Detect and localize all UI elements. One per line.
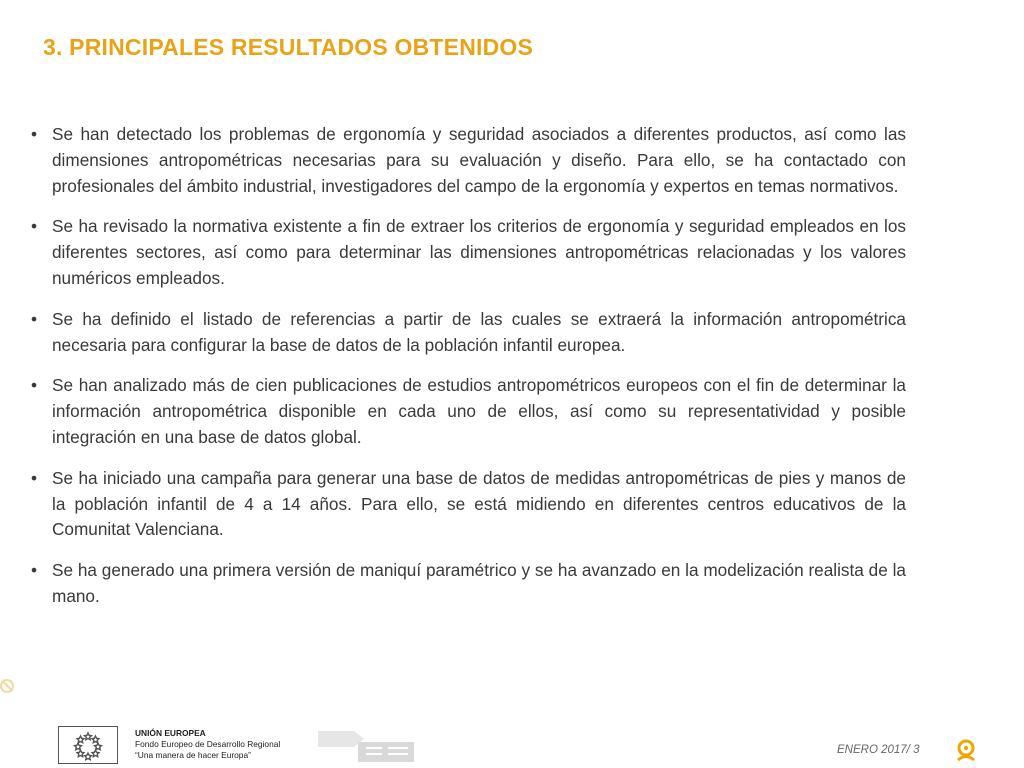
eu-funding-caption [135,728,280,761]
eu-name: UNIÓN EUROPEA [135,728,206,738]
list-item: • Se han detectado los problemas de ergonomía y seguridad asociados a diferentes productos, así como las dimensiones antropométricas necesarias para su evaluación y diseño. Para ello, se ha contactado con profesionales del ámbito industrial, investigadores del campo de la ergonomía y expertos en temas normativos. [30,122,906,199]
results-list [30,122,906,625]
list-item: • Se ha generado una primera versión de maniquí paramétrico y se ha avanzado en la modelización realista de la mano. [30,558,906,610]
list-item: • Se ha definido el listado de referencias a partir de las cuales se extraerá la información antropométrica necesaria para configurar la base de datos de la población infantil europea. [30,307,906,359]
list-item: • Se han analizado más de cien publicaciones de estudios antropométricos europeos con el fin de determinar la información antropométrica disponible en cada uno de ellos, así como su representatividad y posible integración en una base de datos global. [30,373,906,450]
feder-logo-icon [316,728,416,764]
eu-flag-icon [58,726,118,764]
footer-date-page: ENERO 2017/ 3 [837,744,920,756]
slide-title: 3. PRINCIPALES RESULTADOS OBTENIDOS [43,34,534,60]
ibv-logo-icon [954,738,978,762]
list-item: • Se ha revisado la normativa existente a fin de extraer los criterios de ergonomía y seguridad empleados en los diferentes sectores, así como para determinar las dimensiones antropométricas relacionadas y los valores numéricos empleados. [30,214,906,291]
eu-motto: “Una manera de hacer Europa” [135,750,251,760]
side-decoration-icon [0,679,14,693]
list-item: • Se ha iniciado una campaña para generar una base de datos de medidas antropométricas de pies y manos de la población infantil de 4 a 14 años. Para ello, se está midiendo en diferentes centros educativos de la Comunitat Valenciana. [30,466,906,543]
eu-fund-name: Fondo Europeo de Desarrollo Regional [135,739,281,749]
